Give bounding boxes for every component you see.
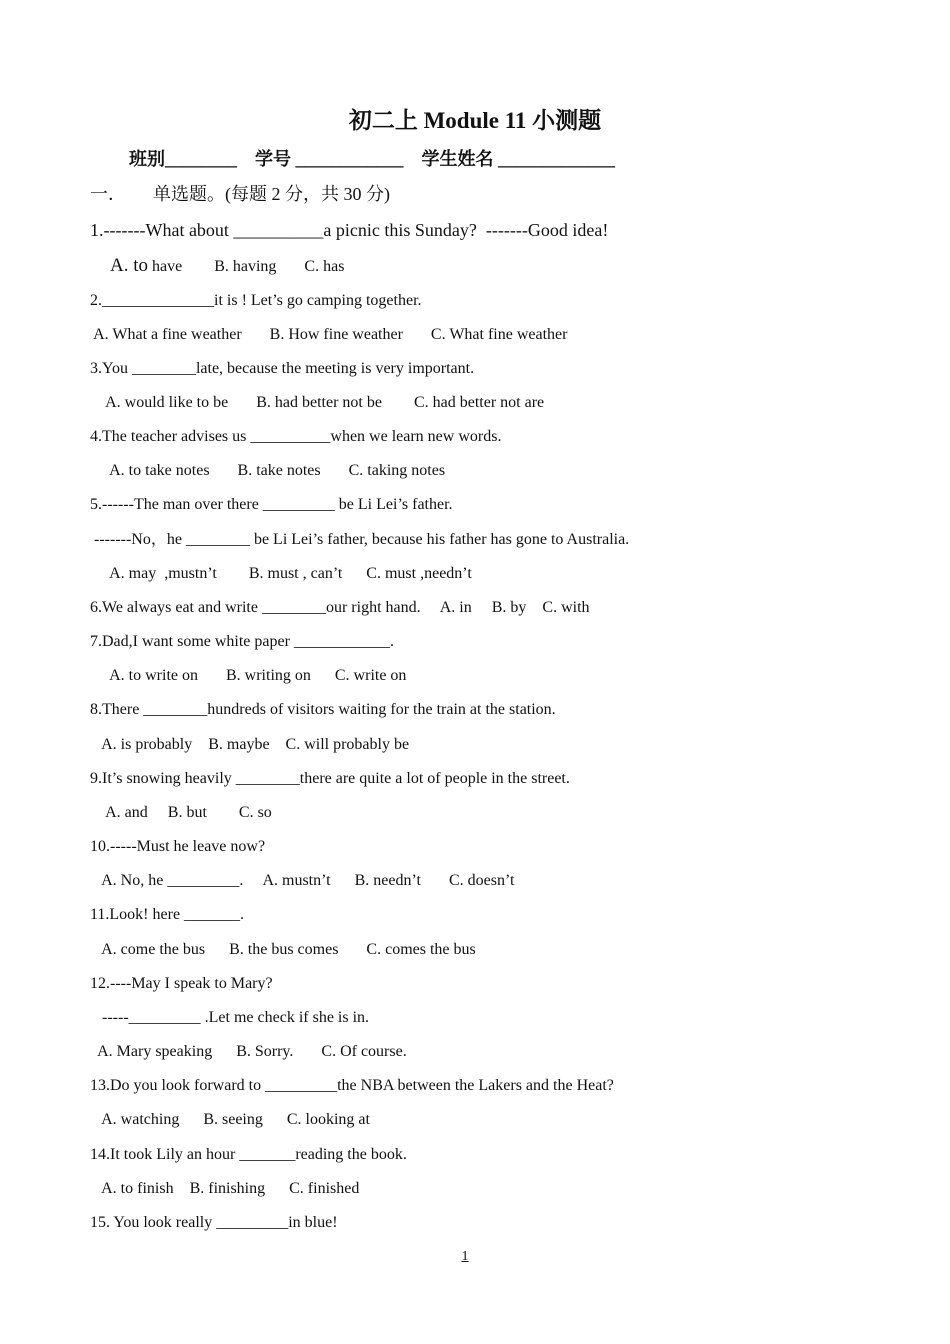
question-12-options: A. Mary speaking B. Sorry. C. Of course. xyxy=(90,1043,407,1060)
question-14: 14.It took Lily an hour _______reading the book. xyxy=(90,1146,407,1163)
question-5-reply: -------No，he ________ be Li Lei’s father, because his father has gone to Australia. xyxy=(90,531,630,548)
question-5: 5.------The man over there _________ be Li Lei’s father. xyxy=(90,496,453,513)
question-15: 15. You look really _________in blue! xyxy=(90,1214,338,1231)
section-heading: 一． 单选题。(每题 2 分，共 30 分) xyxy=(90,184,390,204)
option-a-prefix: A. to xyxy=(110,255,148,276)
student-name-field-label: 学生姓名 _____________ xyxy=(421,149,615,169)
question-2-options: A. What a fine weather B. How fine weather C. What fine weather xyxy=(90,326,568,343)
question-8: 8.There ________hundreds of visitors waiting for the train at the station. xyxy=(90,701,556,718)
question-13-options: A. watching B. seeing C. looking at xyxy=(90,1111,370,1128)
question-14-options: A. to finish B. finishing C. finished xyxy=(90,1180,360,1197)
question-11-options: A. come the bus B. the bus comes C. comes the bus xyxy=(90,941,476,958)
question-1: 1.-------What about __________a picnic this Sunday? -------Good idea! xyxy=(90,220,609,240)
option-rest: have B. having C. has xyxy=(148,258,345,275)
question-5-options: A. may ,mustn’t B. must , can’t C. must ,needn’t xyxy=(90,565,472,582)
student-id-field-label: 学号 ____________ xyxy=(255,149,404,169)
question-13: 13.Do you look forward to _________the NBA between the Lakers and the Heat? xyxy=(90,1077,614,1094)
student-info-row xyxy=(129,147,615,171)
question-10-options: A. No, he _________. A. mustn’t B. needn’t C. doesn’t xyxy=(90,872,515,889)
class-field-label: 班别________ xyxy=(129,149,237,169)
question-1-options xyxy=(110,256,344,277)
question-3: 3.You ________late, because the meeting is very important. xyxy=(90,360,475,377)
question-12: 12.----May I speak to Mary? xyxy=(90,975,273,992)
question-12-reply: -----_________ .Let me check if she is in. xyxy=(90,1009,370,1026)
question-7: 7.Dad,I want some white paper ____________. xyxy=(90,633,394,650)
question-10: 10.-----Must he leave now? xyxy=(90,838,266,855)
question-7-options: A. to write on B. writing on C. write on xyxy=(90,667,407,684)
question-2: 2.______________it is ! Let’s go camping together. xyxy=(90,292,422,309)
question-11: 11.Look! here _______. xyxy=(90,906,245,923)
question-4-options: A. to take notes B. take notes C. taking notes xyxy=(90,462,446,479)
question-8-options: A. is probably B. maybe C. will probably be xyxy=(90,736,410,753)
page-number: 1 xyxy=(461,1249,469,1264)
question-3-options: A. would like to be B. had better not be C. had better not are xyxy=(90,394,545,411)
question-4: 4.The teacher advises us __________when we learn new words. xyxy=(90,428,502,445)
page-title: 初二上 Module 11 小测题 xyxy=(348,108,602,133)
question-9: 9.It’s snowing heavily ________there are quite a lot of people in the street. xyxy=(90,770,570,787)
question-9-options: A. and B. but C. so xyxy=(90,804,272,821)
question-6: 6.We always eat and write ________our right hand. A. in B. by C. with xyxy=(90,599,590,616)
